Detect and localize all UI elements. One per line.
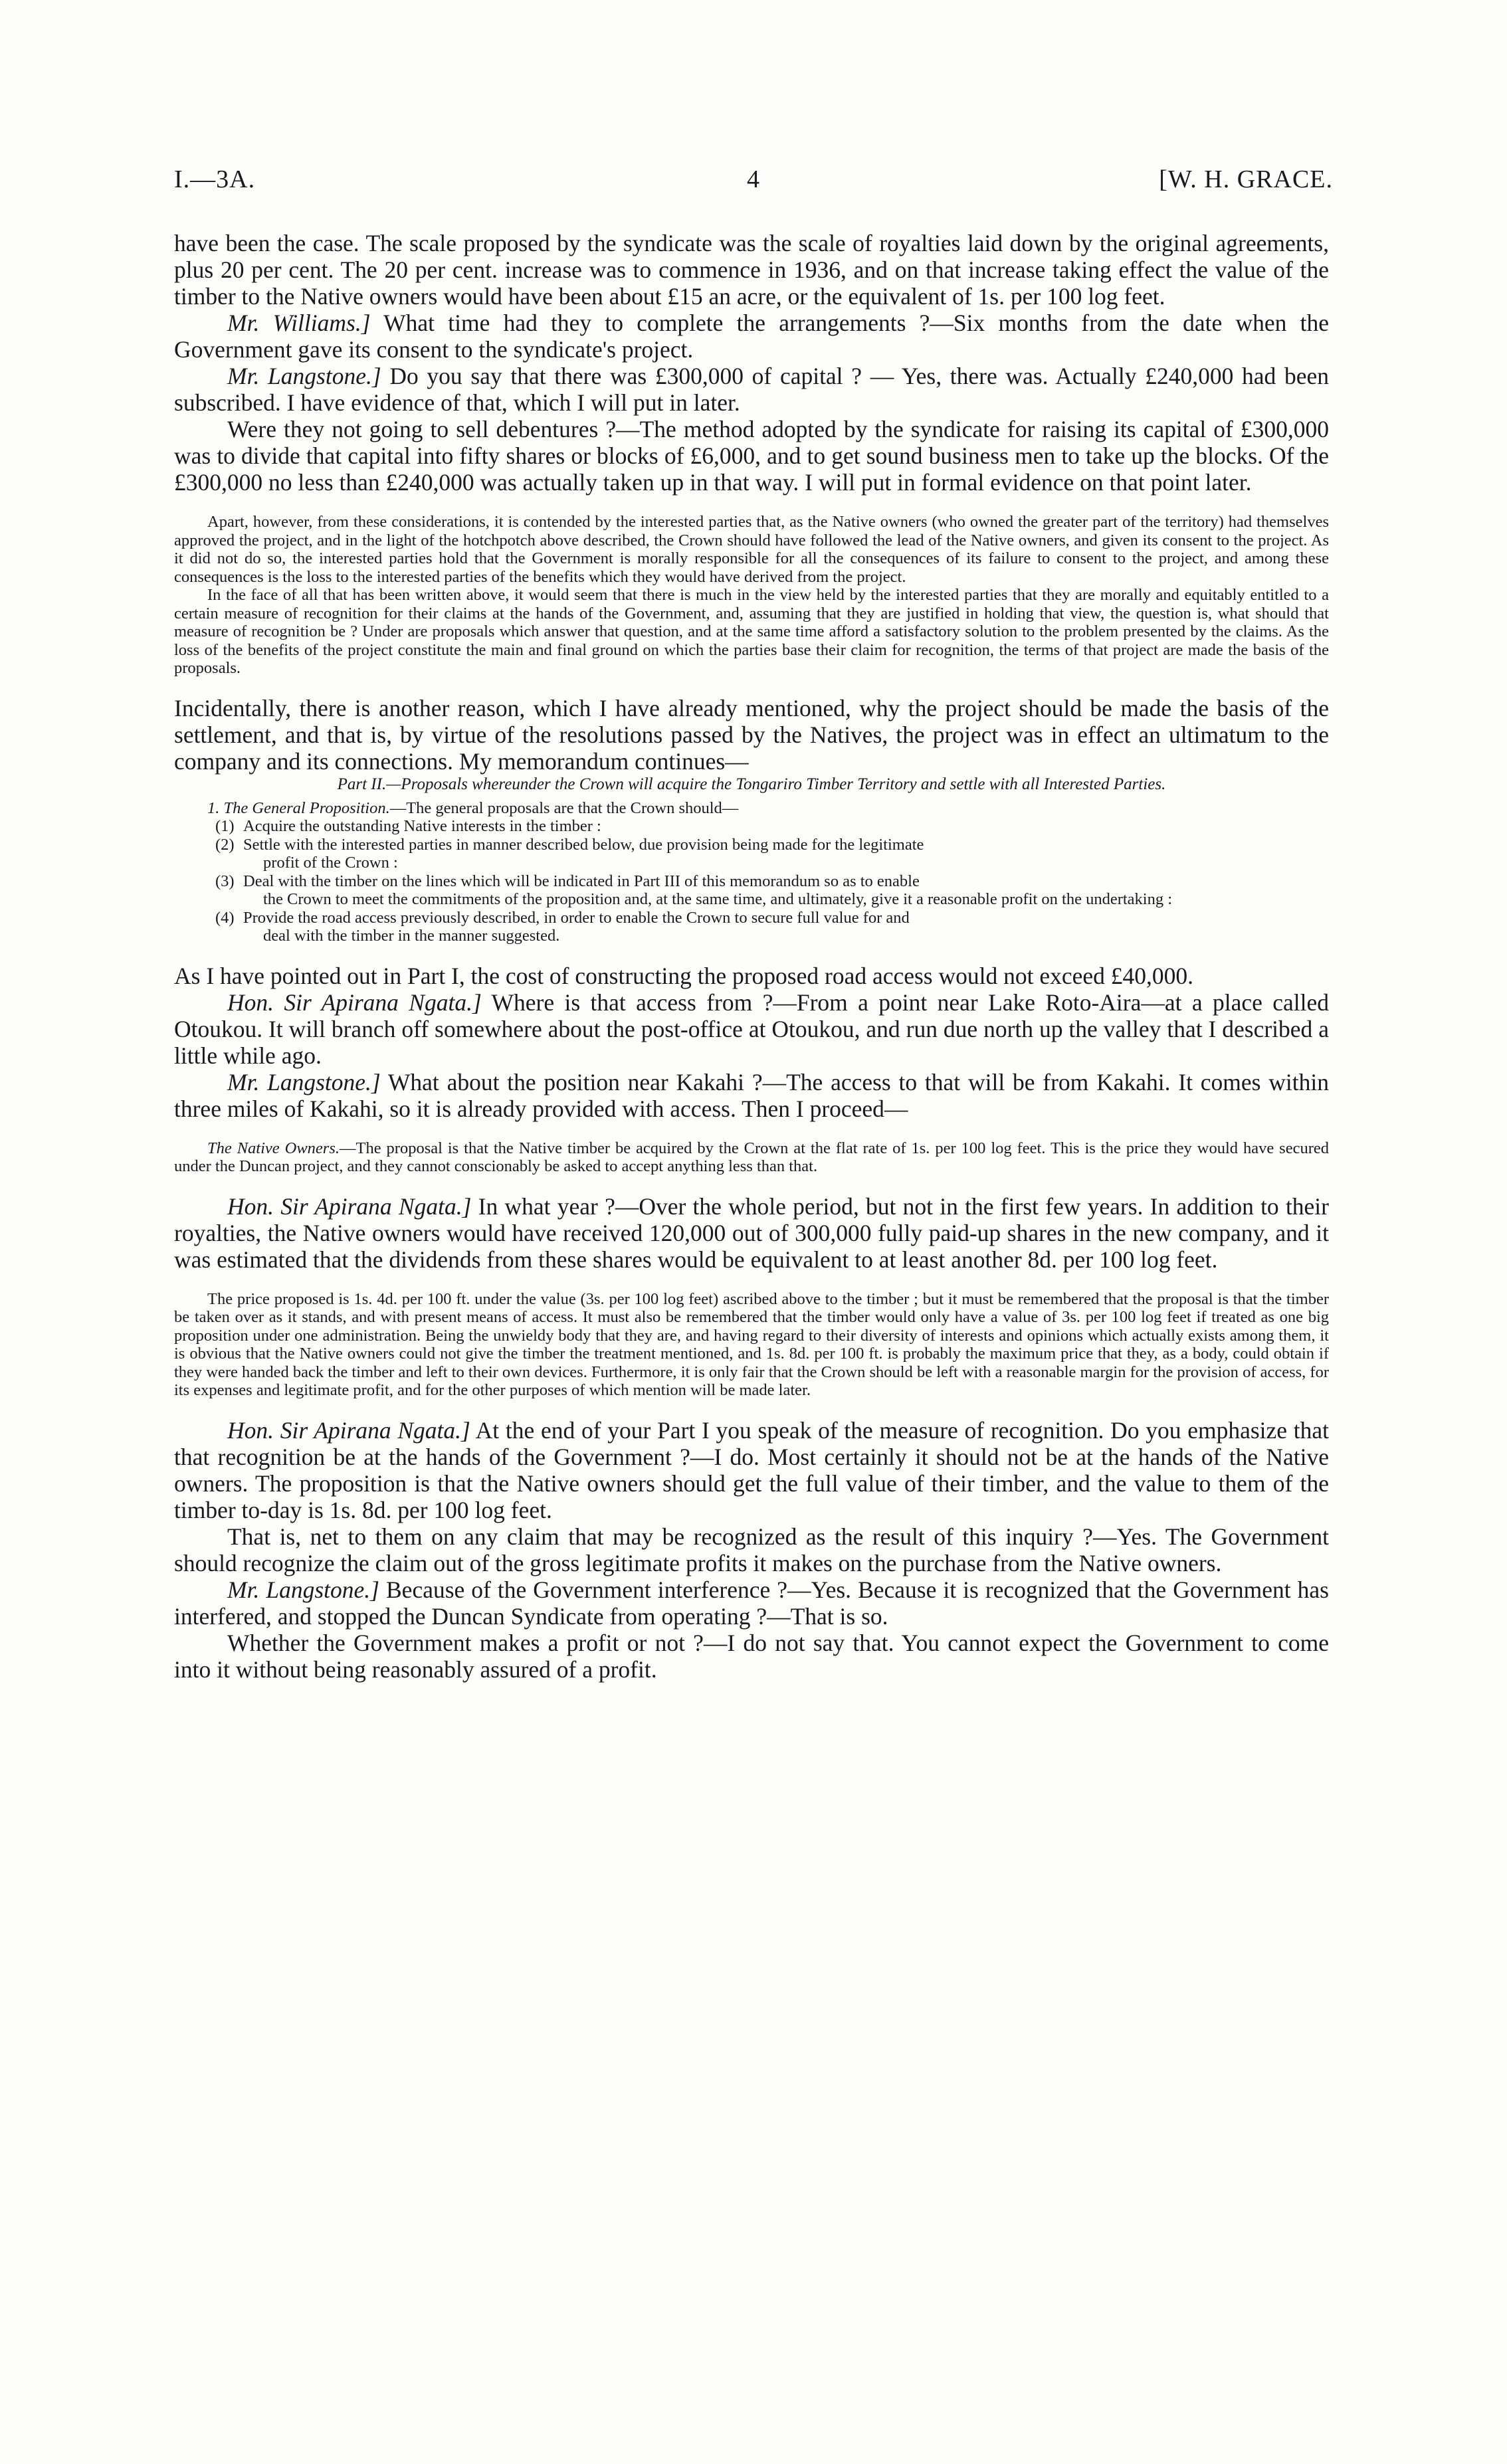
speech-text: What about the position near Kakahi ?—The access to that will be from Kakahi. It comes within three miles of Kakahi, so it is already provided with access. Then I proceed— bbox=[174, 1068, 1329, 1122]
list-item bbox=[174, 909, 1329, 945]
paragraph-profit: Whether the Government makes a profit or not ?—I do not say that. You cannot expect the Government to come into it without being reasonably assured of a profit. bbox=[174, 1629, 1329, 1683]
section-text: —The proposal is that the Native timber be acquired by the Crown at the flat rate of 1s. per 100 log feet. This is the price they would have secured under the Duncan project, and they cannot conscionably be asked to accept anything less than that. bbox=[174, 1139, 1329, 1175]
list-text-continued: the Crown to meet the commitments of the proposition and, at the same time, and ultimately, give it a reasonable profit on the undertaking : bbox=[263, 890, 1173, 908]
paragraph-langstone-interference bbox=[174, 1576, 1329, 1630]
page-number: 4 bbox=[747, 165, 760, 193]
paragraph-incidentally: Incidentally, there is another reason, which I have already mentioned, why the project should be made the basis of the settlement, and that is, by virtue of the resolutions passed by the Natives, the project was in effect an ultimatum to the company and its connections. My memorandum continues— bbox=[174, 694, 1329, 775]
speech-text: Because of the Government interference ?—Yes. Because it is recognized that the Government has interfered, and stopped the Duncan Syndicate from operating ?—That is so. bbox=[174, 1576, 1329, 1630]
speaker: Mr. Langstone.] bbox=[227, 363, 381, 389]
speaker: Mr. Langstone.] bbox=[227, 1068, 381, 1095]
quoted-paragraph-native-owners bbox=[174, 1139, 1329, 1176]
speaker: Hon. Sir Apirana Ngata.] bbox=[227, 1416, 470, 1444]
list-number: (1) bbox=[215, 817, 235, 835]
general-proposition bbox=[174, 799, 1329, 818]
list-item bbox=[174, 817, 1329, 836]
speech-text: Do you say that there was £300,000 of capital ? — Yes, there was. Actually £240,000 had been subscribed. I have evidence of that, which I will put in later. bbox=[174, 363, 1329, 416]
speech-text: Where is that access from ?—From a point near Lake Roto-Aira—at a place called Otoukou. It will branch off somewhere about the post-office at Otoukou, and run due north up the valley that I described a little while ago. bbox=[174, 989, 1329, 1069]
speaker: Hon. Sir Apirana Ngata.] bbox=[227, 1192, 472, 1220]
paragraph-ngata-access bbox=[174, 989, 1329, 1069]
section-heading: The Native Owners. bbox=[207, 1139, 340, 1157]
paragraph-debentures: Were they not going to sell debentures ?—The method adopted by the syndicate for raising its capital of £300,000 was to divide that capital into fifty shares or blocks of £6,000, and to get sound business men to take up the blocks. Of the £300,000 no less than £240,000 was actually taken up in that way. I will put in formal evidence on that point later. bbox=[174, 416, 1329, 496]
proposition-heading: 1. The General Proposition. bbox=[207, 799, 390, 817]
list-text: Deal with the timber on the lines which will be indicated in Part III of this memorandum so as to enable bbox=[243, 872, 920, 890]
proposal-list bbox=[174, 817, 1329, 945]
part-two-title: Part II.—Proposals whereunder the Crown will acquire the Tongariro Timber Territory and settle with all Interested Parties. bbox=[337, 775, 1166, 793]
list-item bbox=[174, 872, 1329, 909]
list-number: (4) bbox=[215, 908, 235, 927]
speaker: Mr. Langstone.] bbox=[227, 1576, 379, 1603]
speaker: Mr. Williams.] bbox=[227, 310, 371, 336]
quoted-paragraph-considerations: Apart, however, from these considerations, it is contended by the interested parties that, as the Native owners (who owned the greater part of the territory) had themselves approved the project, and in the light of the hotchpotch above described, the Crown should have followed the lead of the Native owners, and given its consent to the project. As it did not do so, the interested parties hold that the Government is morally responsible for all the consequences of its failure to consent to the project, and among these consequences is the loss to the interested parties of the benefits which they would have derived from the project. bbox=[174, 513, 1329, 586]
list-text: Acquire the outstanding Native interests in the timber : bbox=[243, 817, 601, 835]
list-text: Settle with the interested parties in manner described below, due provision being made for the legitimate bbox=[243, 835, 924, 854]
paragraph-ngata-year bbox=[174, 1193, 1329, 1273]
speech-text: In what year ?—Over the whole period, but not in the first few years. In addition to their royalties, the Native owners would have received 120,000 out of 300,000 fully paid-up shares in the new company, and it was estimated that the dividends from these shares would be equivalent to at least another 8d. per 100 log feet. bbox=[174, 1192, 1329, 1273]
list-text: Provide the road access previously described, in order to enable the Crown to secure full value for and bbox=[243, 908, 910, 927]
quoted-paragraph-recognition: In the face of all that has been written above, it would seem that there is much in the view held by the interested parties that they are morally and equitably entitled to a certain measure of recognition for their claims at the hands of the Government, and, assuming that they are justified in holding that view, the question is, what should that measure of recognition be ? Under are proposals which answer that question, and at the same time afford a satisfactory solution to the problem presented by the claims. As the loss of the benefits of the project constitute the main and final ground on which the parties base their claim for recognition, the terms of that project are made the basis of the proposals. bbox=[174, 586, 1329, 677]
witness-name: [W. H. GRACE. bbox=[1159, 165, 1333, 193]
list-item bbox=[174, 836, 1329, 872]
list-number: (3) bbox=[215, 872, 235, 890]
document-reference: I.—3A. bbox=[174, 165, 256, 193]
paragraph-ngata-recognition bbox=[174, 1417, 1329, 1523]
list-text-continued: profit of the Crown : bbox=[263, 854, 398, 872]
list-text-continued: deal with the timber in the manner suggested. bbox=[263, 927, 560, 945]
paragraph-williams-question bbox=[174, 310, 1329, 363]
paragraph-royalties: have been the case. The scale proposed by the syndicate was the scale of royalties laid down by the original agreements, plus 20 per cent. The 20 per cent. increase was to commence in 1936, and on that increase taking effect the value of the timber to the Native owners would have been about £15 an acre, or the equivalent of 1s. per 100 log feet. bbox=[174, 230, 1329, 310]
list-number: (2) bbox=[215, 835, 235, 854]
paragraph-langstone-kakahi bbox=[174, 1069, 1329, 1122]
paragraph-net-claim: That is, net to them on any claim that may be recognized as the result of this inquiry ?—Yes. The Government should recognize the claim out of the gross legitimate profits it makes on the purchase from the Native owners. bbox=[174, 1523, 1329, 1576]
speech-text: At the end of your Part I you speak of the measure of recognition. Do you emphasize that that recognition be at the hands of the Government ?—I do. Most certainly it should not be at the hands of the Native owners. The proposition is that the Native owners should get the full value of their timber, and the value to them of the timber to-day is 1s. 8d. per 100 log feet. bbox=[174, 1416, 1329, 1523]
speech-text: What time had they to complete the arrangements ?—Six months from the date when the Government gave its consent to the syndicate's project. bbox=[174, 310, 1329, 363]
speaker: Hon. Sir Apirana Ngata.] bbox=[227, 989, 482, 1016]
paragraph-road-cost: As I have pointed out in Part I, the cost of constructing the proposed road access would not exceed £40,000. bbox=[174, 962, 1194, 989]
page-body bbox=[174, 230, 1329, 1683]
proposition-text: —The general proposals are that the Crown should— bbox=[389, 799, 739, 817]
paragraph-langstone-capital bbox=[174, 363, 1329, 416]
page-header bbox=[174, 165, 1333, 205]
quoted-paragraph-price: The price proposed is 1s. 4d. per 100 ft. under the value (3s. per 100 log feet) ascribed above to the timber ; but it must be remembered that the proposal is that the timber be taken over as it stands, and with present means of access. It must also be remembered that the timber would only have a value of 3s. per 100 log feet if treated as one big proposition under one administration. Being the unwieldy body that they are, and having regard to their diversity of interests and opinions which actually exists among them, it is obvious that the Native owners could not give the timber the treatment mentioned, and 1s. 8d. per 100 ft. is probably the maximum price that they, as a body, could obtain if they were handed back the timber and left to their own devices. Furthermore, it is only fair that the Crown should be left with a reasonable margin for the provision of access, for its expenses and legitimate profit, and for the other purposes of which mention will be made later. bbox=[174, 1289, 1329, 1399]
